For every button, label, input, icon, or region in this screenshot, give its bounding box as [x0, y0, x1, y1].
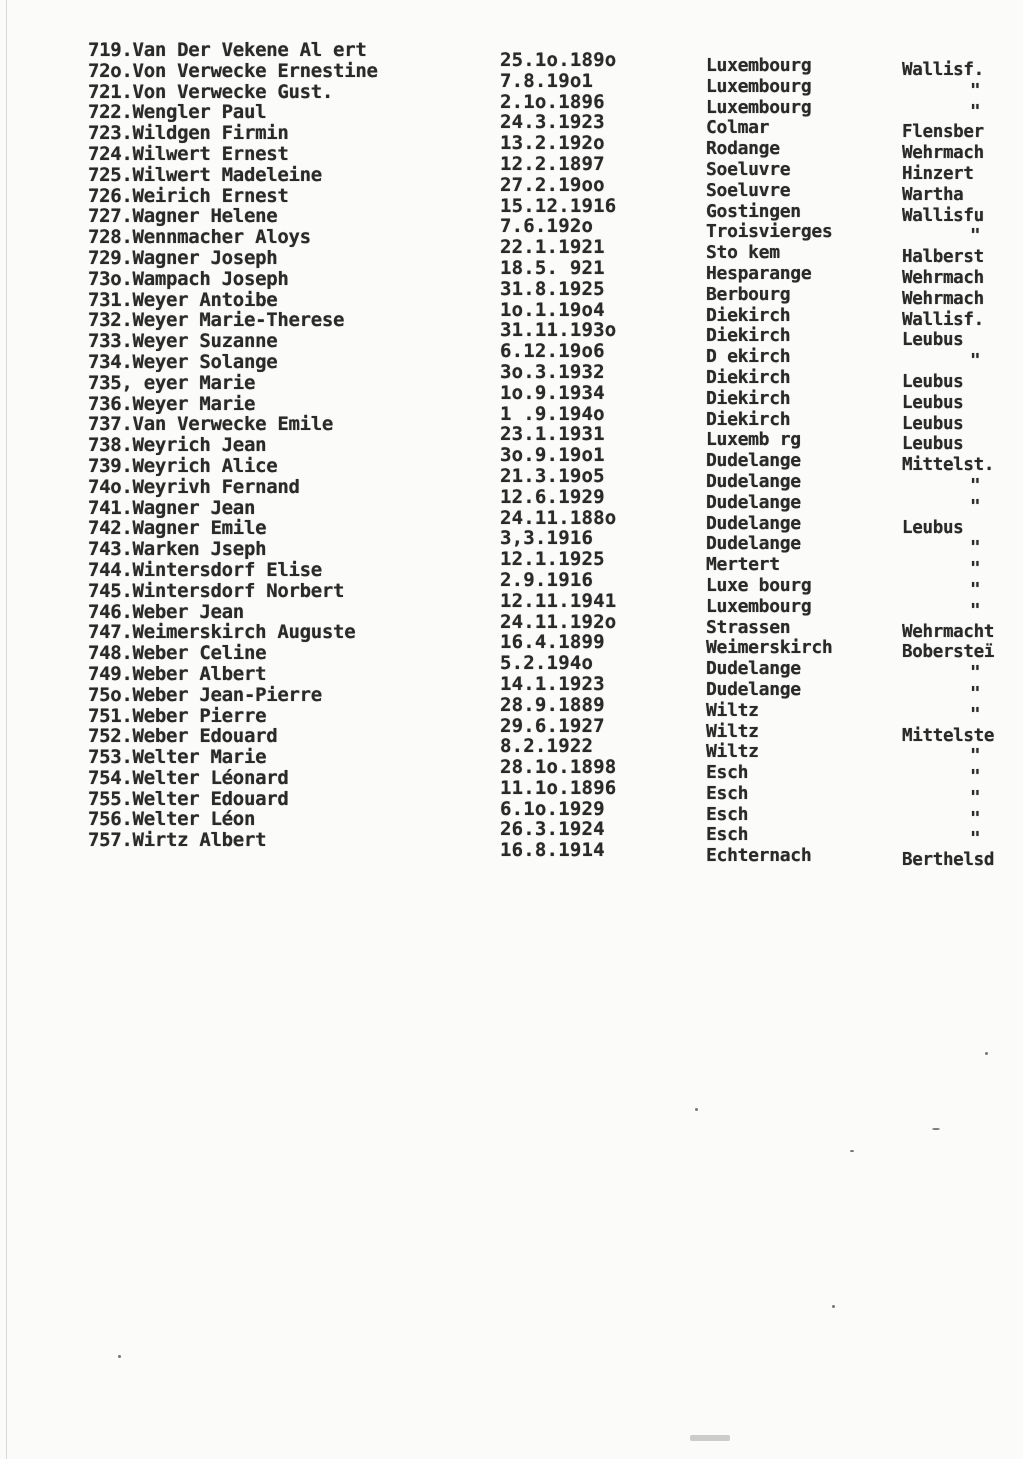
- entry-destination: ": [970, 663, 981, 684]
- entry-destination: ": [970, 226, 981, 247]
- entry-destination: Mittelste: [902, 725, 995, 746]
- entry-place: Dudelange: [706, 470, 801, 492]
- entry-name: 726.Weirich Ernest: [88, 184, 289, 207]
- entry-birth-date: 16.8.1914: [500, 839, 605, 862]
- entry-place: Berbourg: [706, 283, 791, 305]
- entry-name: 754.Welter Léonard: [88, 766, 289, 789]
- entry-birth-date: 15.12.1916: [500, 194, 617, 217]
- entry-birth-date: 24.11.192o: [500, 610, 617, 633]
- entry-place: Wiltz: [706, 741, 759, 763]
- entry-destination: Leubus: [902, 371, 964, 392]
- entry-birth-date: 1o.9.1934: [500, 381, 605, 404]
- entry-place: Sto kem: [706, 242, 780, 264]
- scan-speck: [832, 1305, 835, 1308]
- entry-destination: ": [970, 767, 981, 788]
- entry-name: 724.Wilwert Ernest: [88, 142, 289, 165]
- entry-birth-date: 23.1.1931: [500, 423, 605, 446]
- entry-place: Esch: [706, 782, 749, 804]
- entry-birth-date: 8.2.1922: [500, 735, 594, 758]
- entry-destination: Wallisf.: [902, 60, 984, 80]
- entry-name: 734.Weyer Solange: [88, 350, 278, 373]
- entry-place: Diekirch: [706, 408, 791, 430]
- entry-birth-date: 24.11.188o: [500, 506, 617, 529]
- entry-name: 736.Weyer Marie: [88, 392, 256, 415]
- entry-destination: Bobersteï: [902, 642, 995, 663]
- entry-name: 731.Weyer Antoibe: [88, 288, 278, 311]
- entry-place: Dudelange: [706, 450, 801, 472]
- names-column: [88, 40, 488, 851]
- entry-name: 743.Warken Jseph: [88, 538, 267, 561]
- entry-birth-date: 12.1.1925: [500, 548, 605, 571]
- entry-place: Diekirch: [706, 304, 791, 326]
- entry-destination: Halberst: [902, 247, 984, 268]
- entry-place: Esch: [706, 762, 749, 784]
- entry-destination: ": [970, 475, 981, 496]
- entry-birth-date: 22.1.1921: [500, 236, 605, 259]
- entry-name: 725.Wilwert Madeleine: [88, 163, 322, 186]
- entry-birth-date: 21.3.19o5: [500, 464, 605, 487]
- entry-birth-date: 18.5. 921: [500, 256, 605, 279]
- scan-speck: [695, 1108, 698, 1111]
- entry-birth-date: 3,3.1916: [500, 527, 594, 550]
- entry-place: Mertert: [706, 554, 780, 576]
- entry-birth-date: 24.3.1923: [500, 111, 605, 134]
- entry-place: Luxemb rg: [706, 429, 801, 451]
- entry-place: Soeluvre: [706, 179, 791, 201]
- entry-name: 752.Weber Edouard: [88, 725, 278, 748]
- entry-name: 733.Weyer Suzanne: [88, 330, 278, 353]
- entry-place: Echternach: [706, 845, 812, 867]
- entry-name: 744.Wintersdorf Elise: [88, 558, 322, 581]
- entry-place: Gostingen: [706, 200, 801, 222]
- entry-name: 727.Wagner Helene: [88, 205, 278, 228]
- entry-destination: Hinzert: [902, 163, 974, 184]
- entry-name: 738.Weyrich Jean: [88, 434, 267, 457]
- entry-destination: ": [970, 787, 981, 808]
- entry-birth-date: 3o.9.19o1: [500, 444, 605, 467]
- entry-place: Dudelange: [706, 678, 801, 700]
- entry-name: 732.Weyer Marie-Therese: [88, 309, 345, 332]
- entry-name: 745.Wintersdorf Norbert: [88, 579, 345, 602]
- entry-birth-date: 3o.3.1932: [500, 360, 605, 383]
- places-column: [706, 56, 896, 867]
- entry-destination: ": [970, 704, 981, 725]
- entry-birth-date: 26.3.1924: [500, 818, 605, 841]
- entry-place: Luxembourg: [706, 75, 812, 97]
- entry-name: 75o.Weber Jean-Pierre: [88, 683, 322, 706]
- entry-place: Dudelange: [706, 491, 801, 513]
- entry-place: Colmar: [706, 117, 770, 139]
- entry-destination: Wehrmacht: [902, 621, 995, 642]
- entry-name: 729.Wagner Joseph: [88, 246, 278, 269]
- entry-birth-date: 12.6.1929: [500, 485, 605, 508]
- entry-destination: Leubus: [902, 392, 964, 413]
- entry-destination: Wallisfu: [902, 205, 984, 226]
- entry-birth-date: 5.2.194o: [500, 652, 594, 675]
- entry-birth-date: 25.1o.189o: [500, 49, 617, 71]
- entry-destination: ": [970, 538, 981, 559]
- entry-name: 741.Wagner Jean: [88, 496, 256, 519]
- entry-destination: Leubus: [902, 434, 964, 455]
- birth-dates-column: [500, 50, 690, 861]
- entry-destination: ": [970, 351, 981, 372]
- entry-place: Weimerskirch: [706, 637, 833, 659]
- entry-name: 728.Wennmacher Aloys: [88, 226, 311, 249]
- entry-birth-date: 14.1.1923: [500, 672, 605, 695]
- entry-birth-date: 27.2.19oo: [500, 173, 605, 196]
- entry-birth-date: 6.12.19o6: [500, 340, 605, 363]
- entry-destination: Berthelsd: [902, 850, 995, 871]
- entry-destination: ": [970, 746, 981, 767]
- entry-destination: Wehrmach: [902, 143, 984, 164]
- entry-name: 721.Von Verwecke Gust.: [88, 80, 334, 103]
- entry-destination: Wallisf.: [902, 309, 984, 330]
- entry-name: 742.Wagner Emile: [88, 517, 267, 540]
- entry-destination: ": [970, 579, 981, 600]
- entry-birth-date: 1 .9.194o: [500, 402, 605, 425]
- entry-name: 751.Weber Pierre: [88, 704, 267, 727]
- entry-destination: Wartha: [902, 184, 964, 205]
- entry-birth-date: 6.1o.1929: [500, 797, 605, 820]
- entry-birth-date: 1o.1.19o4: [500, 298, 605, 321]
- entry-destination: ": [970, 829, 981, 850]
- entry-place: Esch: [706, 824, 749, 846]
- entry-name: 74o.Weyrivh Fernand: [88, 475, 300, 498]
- entry-place: Luxe bourg: [706, 574, 812, 596]
- entry-birth-date: 11.1o.1896: [500, 776, 617, 799]
- entry-birth-date: 2.1o.1896: [500, 90, 605, 113]
- entry-birth-date: 16.4.1899: [500, 631, 605, 654]
- entry-place: Wiltz: [706, 699, 759, 721]
- scan-speck: [985, 1052, 988, 1055]
- entry-name: 735, eyer Marie: [88, 371, 256, 394]
- entry-place: Rodange: [706, 138, 780, 160]
- entry-destination: ": [970, 683, 981, 704]
- entry-name: 749.Weber Albert: [88, 662, 267, 685]
- entry-place: Diekirch: [706, 325, 791, 347]
- entry-name: 737.Van Verwecke Emile: [88, 413, 334, 436]
- entry-name: 722.Wengler Paul: [88, 101, 267, 124]
- entry-place: Dudelange: [706, 512, 801, 534]
- scan-edge-line: [6, 0, 7, 1459]
- entry-place: Troisvierges: [706, 221, 833, 243]
- entry-place: Diekirch: [706, 366, 791, 388]
- scan-speck: [850, 1150, 854, 1152]
- entry-destination: ": [970, 808, 981, 829]
- entry-birth-date: 28.9.1889: [500, 693, 605, 716]
- entry-destination: Leubus: [902, 413, 964, 434]
- entry-place: D ekirch: [706, 346, 791, 368]
- entry-birth-date: 13.2.192o: [500, 132, 605, 155]
- entry-destination: ": [970, 80, 981, 101]
- entry-place: Strassen: [706, 616, 791, 638]
- entry-birth-date: 12.2.1897: [500, 152, 605, 175]
- entry-destination: ": [970, 559, 981, 580]
- entry-birth-date: 2.9.1916: [500, 568, 594, 591]
- entry-name: 73o.Wampach Joseph: [88, 267, 289, 290]
- scan-speck: [932, 1128, 940, 1130]
- entry-name: 739.Weyrich Alice: [88, 454, 278, 477]
- destinations-column: [902, 60, 1023, 871]
- entry-destination: Leubus: [902, 517, 964, 538]
- entry-birth-date: 29.6.1927: [500, 714, 605, 737]
- entry-destination: ": [970, 600, 981, 621]
- entry-name: 719.Van Der Vekene Al ert: [88, 39, 367, 61]
- entry-place: Diekirch: [706, 387, 791, 409]
- entry-place: Luxembourg: [706, 595, 812, 617]
- entry-birth-date: 12.11.1941: [500, 589, 617, 612]
- entry-place: Wiltz: [706, 720, 759, 742]
- entry-place: Dudelange: [706, 533, 801, 555]
- entry-name: 753.Welter Marie: [88, 746, 267, 769]
- entry-place: Hesparange: [706, 262, 812, 284]
- scan-speck: [118, 1355, 121, 1358]
- entry-name: 723.Wildgen Firmin: [88, 122, 289, 145]
- entry-place: Luxembourg: [706, 55, 812, 76]
- entry-destination: ": [970, 496, 981, 517]
- entry-birth-date: 31.8.1925: [500, 277, 605, 300]
- entry-name: 757.Wirtz Albert: [88, 829, 267, 852]
- entry-place: Soeluvre: [706, 158, 791, 180]
- entry-birth-date: 28.1o.1898: [500, 756, 617, 779]
- entry-place: Luxembourg: [706, 96, 812, 118]
- entry-name: 756.Welter Léon: [88, 808, 256, 831]
- entry-destination: Leubus: [902, 330, 964, 351]
- entry-destination: Flensber: [902, 122, 984, 143]
- entry-birth-date: 31.11.193o: [500, 319, 617, 342]
- entry-destination: ": [970, 101, 981, 122]
- entry-name: 748.Weber Celine: [88, 642, 267, 665]
- entry-destination: Mittelst.: [902, 455, 995, 476]
- entry-name: 747.Weimerskirch Auguste: [88, 621, 356, 644]
- entry-birth-date: 7.8.19o1: [500, 69, 594, 92]
- entry-name: 746.Weber Jean: [88, 600, 244, 623]
- entry-destination: Wehrmach: [902, 267, 984, 288]
- entry-name: 72o.Von Verwecke Ernestine: [88, 59, 378, 82]
- entry-birth-date: 7.6.192o: [500, 215, 594, 238]
- entry-name: 755.Welter Edouard: [88, 787, 289, 810]
- scan-smudge: [690, 1435, 730, 1441]
- entry-place: Esch: [706, 803, 749, 825]
- entry-destination: Wehrmach: [902, 288, 984, 309]
- entry-place: Dudelange: [706, 658, 801, 680]
